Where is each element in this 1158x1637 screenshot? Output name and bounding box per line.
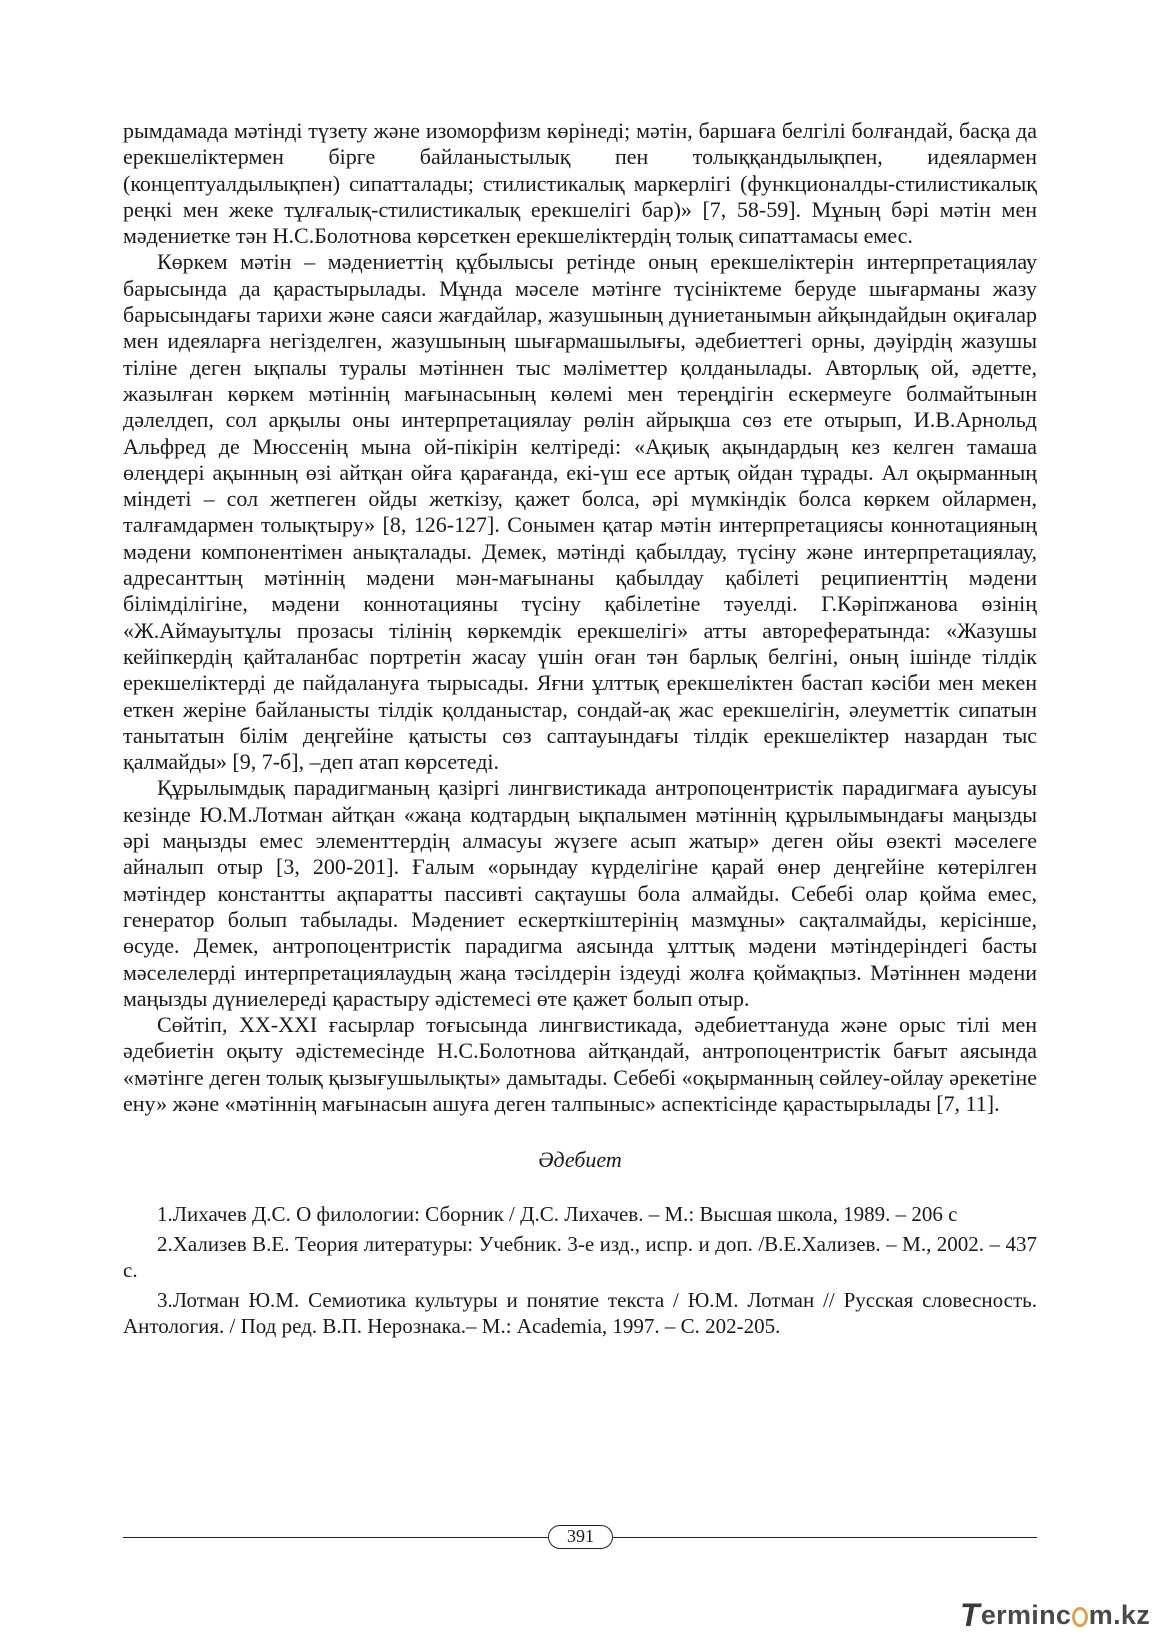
watermark-logo [960, 1597, 1150, 1633]
globe-icon [1072, 1607, 1088, 1627]
paragraph: Сөйтіп, XX-XXI ғасырлар тоғысында лингвистикада, әдебиеттануда және орыс тілі мен әдебиетін оқыту әдістемесінде Н.С.Болотнова айтқандай, антропоцентристік бағыт аясында «мәтінге деген толық қызығушылықты» дамытады. Себебі «оқырманның сөйлеу-ойлау әрекетіне ену» және «мәтіннің мағынасын ашуға деген талпыныс» аспектісінде қарастырылады [7, 11]. [123, 1012, 1037, 1116]
footer-rule-left [123, 1537, 548, 1538]
paragraph: рымдамада мәтінді түзету және изоморфизм көрінеді; мәтін, баршаға белгілі болғандай, басқа да ерекшеліктермен бірге байланыстылық пен толыққандылықпен, идеялармен (концептуалдылықпен) сипатталады; стилистикалық маркерлігі (функционалды-стилистикалық реңкі мен жеке тұлғалық-стилистикалық ерекшелігі бар)» [7, 58-59]. Мұның бәрі мәтін мен мәдениетке тән Н.С.Болотнова көрсеткен ерекшеліктердің толық сипаттамасы емес. [123, 118, 1037, 249]
reference-item: 3.Лотман Ю.М. Семиотика культуры и понятие текста / Ю.М. Лотман // Русская словесность. Антология. / Под ред. В.П. Нерознака.– М.: Academia, 1997. – С. 202-205. [123, 1288, 1037, 1339]
reference-item: 1.Лихачев Д.С. О филологии: Сборник / Д.С. Лихачев. – М.: Высшая школа, 1989. – 206 с [157, 1202, 958, 1227]
watermark-text-3: m.kz [1088, 1599, 1150, 1630]
watermark-letter-t: T [960, 1596, 980, 1633]
page-body [123, 118, 1037, 1343]
page-number: 391 [548, 1525, 613, 1549]
paragraph: Құрылымдық парадигманың қазіргі лингвистикада антропоцентристік парадигмаға ауысуы кезінде Ю.М.Лотман айтқан «жаңа кодтардың ықпалымен мәтіннің құрылымындағы маңызды әрі маңызды емес элементтердің алмасуы жүзеге асып жатыр» деген ойы өзекті мәселеге айналып отыр [3, 200-201]. Ғалым «орындау күрделігіне қарай өнер деңгейіне көтерілген мәтіндер константты ақпаратты пассивті сақтаушы бола алмайды. Себебі олар қойма емес, генератор болып табылады. Мәдениет ескерткіштерінің мазмұны» сақталмайды, керісінше, өсуде. Демек, антропоцентристік парадигма аясында ұлттық мәдени мәтіндеріндегі басты мәселелерді интерпретациялаудың жаңа тәсілдерін іздеуді жолға қоймақпыз. Мәтіннен мәдени маңызды дүниелереді қарастыру әдістемесі өте қажет болып отыр. [123, 775, 1037, 1011]
literature-heading: Әдебиет [538, 1147, 622, 1173]
watermark-text-2: c [1055, 1599, 1072, 1630]
paragraph: Көркем мәтін – мәдениеттің құбылысы ретінде оның ерекшеліктерін интерпретациялау барысында да қарастырылады. Мұнда мәселе мәтінге түсініктеме беруде шығарманы жазу барысындағы тарихи және саяси жағдайлар, жазушының дүниетанымын айқындайдын оқиғалар мен идеяларға негізделген, жазушының шығармашылығы, әдебиеттегі орны, дәуірдің жазушы тіліне деген ықпалы туралы мәтіннен тыс мәліметтер қолданылады. Авторлық ой, әдетте, жазылған көркем мәтіннің мағынасының көлемі мен тереңдігін ескермеуге болмайтынын дәлелдеп, сол арқылы оны интерпретациялау рөлін айрықша сөз ете отырып, И.В.Арнольд Альфред де Мюссенің мына ой-пікірін келтіреді: «Ақиық ақындардың кез келген тамаша өлеңдері ақынның өзі айтқан ойға қарағанда, екі-үш есе артық ойдан тұрады. Ал оқырманның міндеті – сол жетпеген ойды жеткізу, қажет болса, әрі мүмкіндік болса көркем ойлармен, талғамдармен толықтыру» [8, 126-127]. Сонымен қатар мәтін интерпретациясы коннотацияның мәдени компонентімен анықталады. Демек, мәтінді қабылдау, түсіну және интерпретациялау, адресанттың мәтіннің мәдени мән-мағынаны қабылдау қабілеті реципиенттің мәдени білімділігіне, мәдени коннотацияны түсіну қабілетіне тәуелді. Г.Кәріпжанова өзінің «Ж.Аймауытұлы прозасы тілінің көркемдік ерекшелігі» атты авторефератында: «Жазушы кейіпкердің қайталанбас портретін жасау үшін оған тән барлық белгіні, оның ішінде тілдік ерекшеліктерді де пайдалануға тырысады. Яғни ұлттық ерекшеліктен бастап кәсіби мен мекен еткен жеріне байланысты тілдік қолданыстар, сондай-ақ жас ерекшелігін, әлеуметтік сипатын танытатын білім деңгейіне қатысты сөз саптауындағы тілдік ерекшеліктер назардан тыс қалмайды» [9, 7-б], –деп атап көрсетеді. [123, 249, 1037, 775]
watermark-text-1: ermin [980, 1599, 1056, 1630]
reference-item: 2.Хализев В.Е. Теория литературы: Учебник. 3-е изд., испр. и доп. /В.Е.Хализев. – М., 2002. – 437 с. [123, 1232, 1037, 1283]
footer-rule-right [613, 1537, 1037, 1538]
